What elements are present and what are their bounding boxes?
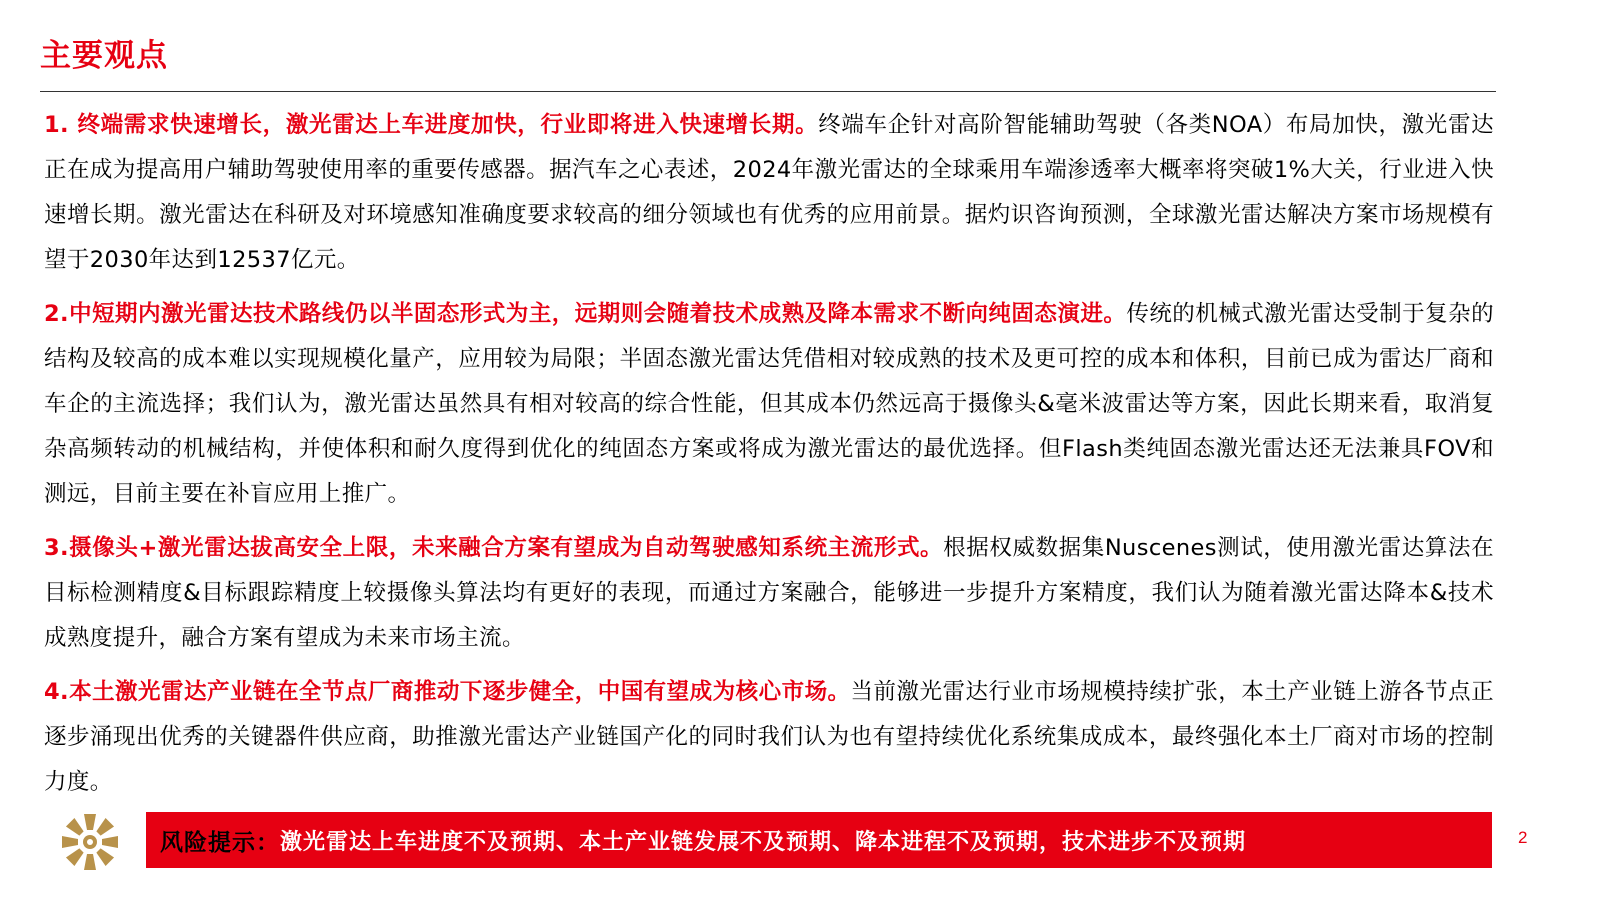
gold-octagon-logo-icon [60, 812, 120, 872]
point-4-body: 当前激光雷达行业市场规模持续扩张，本土产业链上游各节点正逐步涌现出优秀的关键器件供应商，助推激光雷达产业链国产化的同时我们认为也有望持续优化系统集成成本，最终强化本土厂商对市场的控制力度。 [44, 679, 1495, 795]
point-3-lead: 3.摄像头+激光雷达拔高安全上限，未来融合方案有望成为自动驾驶感知系统主流形式。 [44, 535, 944, 561]
point-2-lead: 2.中短期内激光雷达技术路线仍以半固态形式为主，远期则会随着技术成熟及降本需求不断向纯固态演进。 [44, 301, 1127, 327]
key-points [44, 103, 1494, 814]
title-divider [40, 91, 1496, 92]
risk-warning-text: 激光雷达上车进度不及预期、本土产业链发展不及预期、降本进程不及预期，技术进步不及预期 [280, 829, 1247, 855]
risk-warning-bar [146, 812, 1492, 868]
point-1 [44, 103, 1494, 283]
point-1-lead: 1. 终端需求快速增长，激光雷达上车进度加快，行业即将进入快速增长期。 [44, 112, 819, 138]
page-title: 主要观点 [40, 38, 168, 74]
point-4 [44, 670, 1494, 805]
point-2-body: 传统的机械式激光雷达受制于复杂的结构及较高的成本难以实现规模化量产，应用较为局限；半固态激光雷达凭借相对较成熟的技术及更可控的成本和体积，目前已成为雷达厂商和车企的主流选择；我们认为，激光雷达虽然具有相对较高的综合性能，但其成本仍然远高于摄像头&毫米波雷达等方案，因此长期来看，取消复杂高频转动的机械结构，并使体积和耐久度得到优化的纯固态方案或将成为激光雷达的最优选择。但Flash类纯固态激光雷达还无法兼具FOV和测远，目前主要在补盲应用上推广。 [44, 301, 1494, 507]
risk-warning-label: 风险提示： [160, 829, 280, 856]
point-3-body: 根据权威数据集Nuscenes测试，使用激光雷达算法在目标检测精度&目标跟踪精度上较摄像头算法均有更好的表现，而通过方案融合，能够进一步提升方案精度，我们认为随着激光雷达降本&技术成熟度提升，融合方案有望成为未来市场主流。 [44, 535, 1495, 651]
point-2 [44, 292, 1494, 517]
point-3 [44, 526, 1494, 661]
point-4-lead: 4.本土激光雷达产业链在全节点厂商推动下逐步健全，中国有望成为核心市场。 [44, 679, 851, 705]
point-1-body: 终端车企针对高阶智能辅助驾驶（各类NOA）布局加快，激光雷达正在成为提高用户辅助驾驶使用率的重要传感器。据汽车之心表述，2024年激光雷达的全球乘用车端渗透率大概率将突破1%大关，行业进入快速增长期。激光雷达在科研及对环境感知准确度要求较高的细分领域也有优秀的应用前景。据灼识咨询预测，全球激光雷达解决方案市场规模有望于2030年达到12537亿元。 [44, 112, 1494, 273]
page-number: 2 [1518, 828, 1528, 847]
